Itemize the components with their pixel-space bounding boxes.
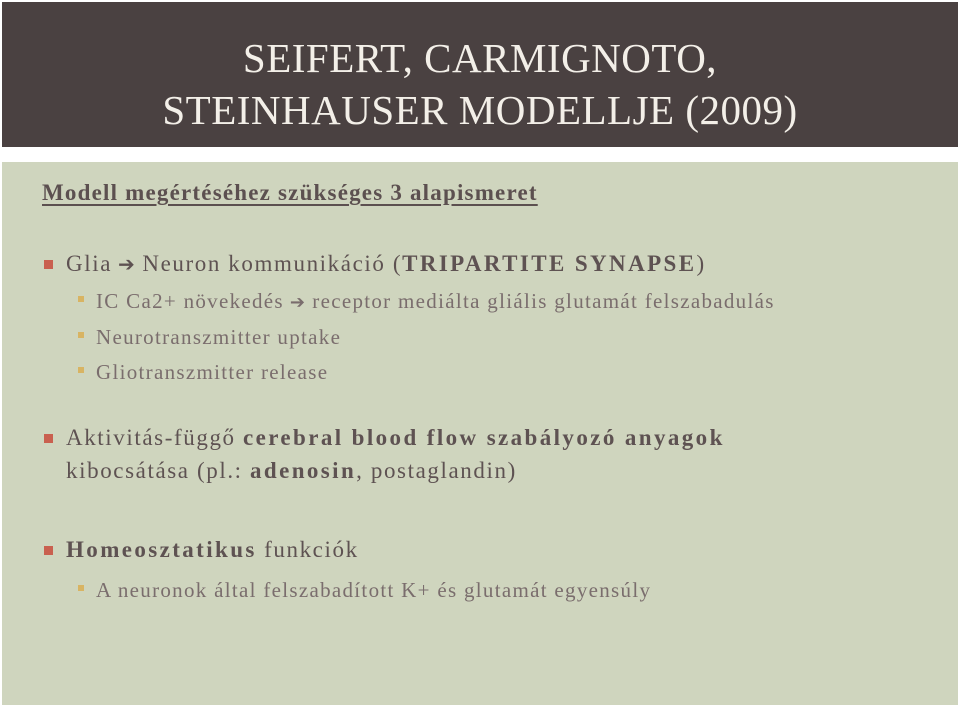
bullet-activity-dependent-line-2	[66, 458, 517, 484]
content-area	[2, 162, 958, 705]
tripartite-synapse-text: TRIPARTITE SYNAPSE	[402, 251, 697, 276]
sub-bullet-ca-increase	[96, 289, 775, 314]
bullet-square-icon	[44, 434, 53, 443]
glia-text: Glia	[66, 251, 112, 276]
postaglandin-text: , postaglandin)	[356, 458, 517, 483]
activity-text: Aktivitás-függő	[66, 425, 243, 450]
adenosin-text: adenosin	[250, 458, 357, 483]
sub-bullet-square-icon	[78, 585, 84, 591]
sub-bullet-gliotransmitter-release: Gliotranszmitter release	[96, 360, 329, 384]
sub-bullet-square-icon	[78, 332, 84, 338]
slide-title-line-2: STEINHAUSER MODELLJE (2009)	[162, 87, 798, 133]
slide-title-line-1: SEIFERT, CARMIGNOTO,	[242, 35, 718, 81]
ca-text: IC Ca2+ növekedés	[96, 289, 284, 313]
bullet-activity-dependent-line-1	[66, 425, 725, 451]
neuron-text: Neuron kommunikáció (	[142, 251, 403, 276]
cbf-text: cerebral blood flow szabályozó anyagok	[243, 425, 725, 450]
sub-bullet-square-icon	[78, 296, 84, 302]
functions-text: funkciók	[256, 537, 359, 562]
sub-bullet-k-glutamate-balance: A neuronok által felszabadított K+ és glutamát egyensúly	[96, 578, 652, 602]
bullet-homeostatic	[66, 537, 359, 563]
bullet-glia-neuron	[66, 251, 706, 277]
bullet-square-icon	[44, 260, 53, 269]
right-arrow-icon: ➔	[289, 292, 307, 313]
title-bar	[2, 2, 958, 147]
release-text: kibocsátása (pl.:	[66, 458, 251, 483]
bullet-square-icon	[44, 546, 53, 555]
subtitle: Modell megértéséhez szükséges 3 alapismeret	[42, 180, 538, 205]
receptor-text: receptor mediálta gliális glutamát felszabadulás	[312, 289, 775, 313]
homeostatic-text: Homeosztatikus	[66, 537, 257, 562]
sub-bullet-square-icon	[78, 367, 84, 373]
close-paren: )	[696, 251, 706, 276]
sub-bullet-neurotransmitter-uptake: Neurotranszmitter uptake	[96, 325, 342, 349]
right-arrow-icon: ➔	[118, 252, 137, 276]
